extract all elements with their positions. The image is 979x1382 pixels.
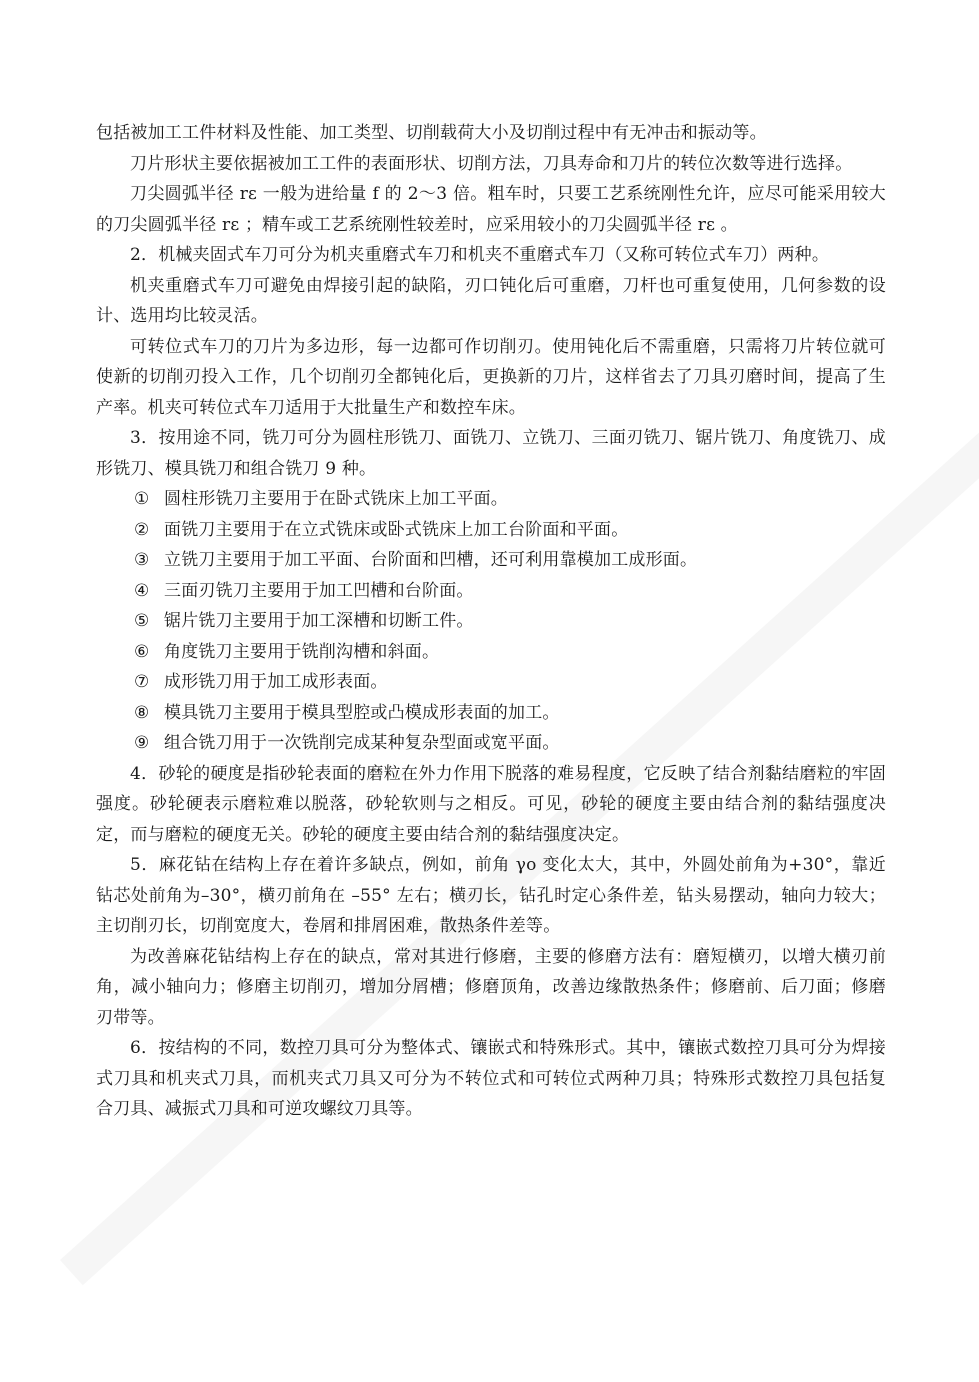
paragraph: 包括被加工工件材料及性能、加工类型、切削载荷大小及切削过程中有无冲击和振动等。 [96, 123, 767, 143]
list-item [96, 698, 886, 729]
list-item-text: 组合铣刀用于一次铣削完成某种复杂型面或宽平面。 [164, 733, 560, 753]
list-item-text: 成形铣刀用于加工成形表面。 [164, 672, 388, 692]
paragraph: 刀片形状主要依据被加工工件的表面形状、切削方法，刀具寿命和刀片的转位次数等进行选择。 [130, 153, 853, 174]
paragraph: 5．麻花钻在结构上存在着许多缺点，例如，前角 γo 变化太大，其中，外圆处前角为+30°，靠近钻芯处前角为–30°，横刃前角在 –55° 左右；横刃长，钻孔时定心条件差，钻头易摆动，轴向力较大；主切削刃长，切削宽度大，卷屑和排屑困难，散热条件差等。 [96, 855, 886, 936]
list-item-text: 立铣刀主要用于加工平面、台阶面和凹槽，还可利用靠模加工成形面。 [164, 550, 698, 570]
list-item-text: 模具铣刀主要用于模具型腔或凸模成形表面的加工。 [164, 702, 560, 723]
list-marker: ⑨ [134, 733, 150, 753]
paragraph: 刀尖圆弧半径 rε 一般为进给量 f 的 2～3 倍。粗车时，只要工艺系统刚性允许，应尽可能采用较大的刀尖圆弧半径 rε ；精车或工艺系统刚性较差时，应采用较小的刀尖圆弧半径 rε 。 [96, 184, 886, 235]
list-item [96, 484, 886, 515]
list-item [96, 667, 886, 698]
list-item [96, 515, 886, 546]
list-item [96, 728, 886, 759]
list-item [96, 606, 886, 637]
list-marker: ⑧ [134, 702, 150, 723]
paragraph: 6．按结构的不同，数控刀具可分为整体式、镶嵌式和特殊形式。其中，镶嵌式数控刀具可分为焊接式刀具和机夹式刀具，而机夹式刀具又可分为不转位式和可转位式两种刀具；特殊形式数控刀具包括复合刀具、减振式刀具和可逆攻螺纹刀具等。 [96, 1038, 886, 1119]
list-marker: ① [134, 489, 150, 509]
list-marker: ③ [134, 550, 150, 570]
list-marker: ④ [134, 580, 150, 601]
document-page [96, 118, 886, 1125]
list-item [96, 637, 886, 668]
list-item-text: 三面刃铣刀主要用于加工凹槽和台阶面。 [164, 580, 474, 601]
list-marker: ⑦ [134, 672, 150, 692]
list-marker: ⑥ [134, 641, 150, 662]
paragraph: 可转位式车刀的刀片为多边形，每一边都可作切削刃。使用钝化后不需重磨，只需将刀片转位就可使新的切削刃投入工作，几个切削刃全都钝化后，更换新的刀片，这样省去了刀具刃磨时间，提高了生产率。机夹可转位式车刀适用于大批量生产和数控车床。 [96, 336, 886, 418]
list-item-text: 面铣刀主要用于在立式铣床或卧式铣床上加工台阶面和平面。 [164, 519, 629, 540]
list-item-text: 圆柱形铣刀主要用于在卧式铣床上加工平面。 [164, 489, 508, 509]
list-item-text: 角度铣刀主要用于铣削沟槽和斜面。 [164, 641, 440, 662]
list-marker: ⑤ [134, 611, 150, 631]
list-item [96, 545, 886, 576]
paragraph: 机夹重磨式车刀可避免由焊接引起的缺陷，刃口钝化后可重磨，刀杆也可重复使用，几何参数的设计、选用均比较灵活。 [96, 275, 886, 326]
list-item-text: 锯片铣刀主要用于加工深槽和切断工件。 [164, 611, 474, 631]
paragraph: 4．砂轮的硬度是指砂轮表面的磨粒在外力作用下脱落的难易程度，它反映了结合剂黏结磨粒的牢固强度。砂轮硬表示磨粒难以脱落，砂轮软则与之相反。可见，砂轮的硬度主要由结合剂的黏结强度决定，而与磨粒的硬度无关。砂轮的硬度主要由结合剂的黏结强度决定。 [96, 763, 886, 845]
list-item [96, 576, 886, 607]
list-marker: ② [134, 519, 150, 540]
paragraph: 2．机械夹固式车刀可分为机夹重磨式车刀和机夹不重磨式车刀（又称可转位式车刀）两种。 [130, 245, 830, 265]
paragraph: 为改善麻花钻结构上存在的缺点，常对其进行修磨，主要的修磨方法有：磨短横刃，以增大横刃前角，减小轴向力；修磨主切削刃，增加分屑槽；修磨顶角，改善边缘散热条件；修磨前、后刀面；修磨刃带等。 [96, 946, 886, 1028]
paragraph: 3．按用途不同，铣刀可分为圆柱形铣刀、面铣刀、立铣刀、三面刃铣刀、锯片铣刀、角度铣刀、成形铣刀、模具铣刀和组合铣刀 9 种。 [96, 428, 886, 479]
